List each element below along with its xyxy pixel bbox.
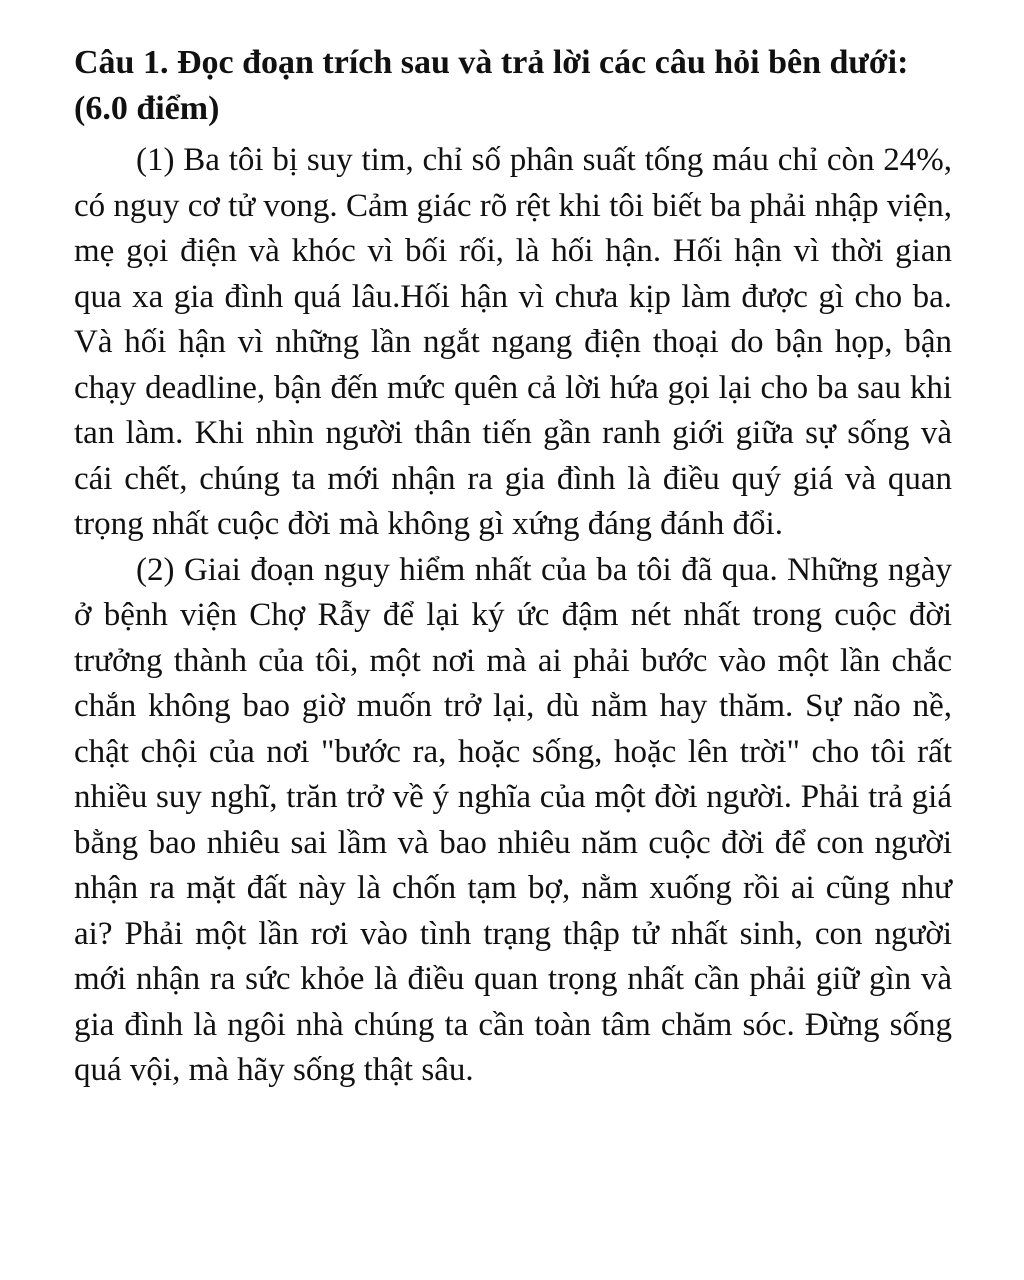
document-content: [74, 40, 952, 1094]
passage-paragraph-1: (1) Ba tôi bị suy tim, chỉ số phân suất tống máu chỉ còn 24%, có nguy cơ tử vong. Cảm giác rõ rệt khi tôi biết ba phải nhập viện, mẹ gọi điện và khóc vì bối rối, là hối hận. Hối hận vì thời gian qua xa gia đình quá lâu.Hối hận vì chưa kịp làm được gì cho ba. Và hối hận vì những lần ngắt ngang điện thoại do bận họp, bận chạy deadline, bận đến mức quên cả lời hứa gọi lại cho ba sau khi tan làm. Khi nhìn người thân tiến gần ranh giới giữa sự sống và cái chết, chúng ta mới nhận ra gia đình là điều quý giá và quan trọng nhất cuộc đời mà không gì xứng đáng đánh đổi.: [74, 142, 952, 542]
passage-paragraph-2: (2) Giai đoạn nguy hiểm nhất của ba tôi đã qua. Những ngày ở bệnh viện Chợ Rẫy để lại ký ức đậm nét nhất trong cuộc đời trưởng thành của tôi, một nơi mà ai phải bước vào một lần chắc chắn không bao giờ muốn trở lại, dù nằm hay thăm. Sự não nề, chật chội của nơi "bước ra, hoặc sống, hoặc lên trời" cho tôi rất nhiều suy nghĩ, trăn trở về ý nghĩa của một đời người. Phải trả giá bằng bao nhiêu sai lầm và bao nhiêu năm cuộc đời để con người nhận ra mặt đất này là chốn tạm bợ, nằm xuống rồi ai cũng như ai? Phải một lần rơi vào tình trạng thập tử nhất sinh, con người mới nhận ra sức khỏe là điều quan trọng nhất cần phải giữ gìn và gia đình là ngôi nhà chúng ta cần toàn tâm chăm sóc. Đừng sống quá vội, mà hãy sống thật sâu.: [74, 551, 952, 1088]
question-title: Câu 1. Đọc đoạn trích sau và trả lời các câu hỏi bên dưới: (6.0 điểm): [74, 44, 909, 127]
